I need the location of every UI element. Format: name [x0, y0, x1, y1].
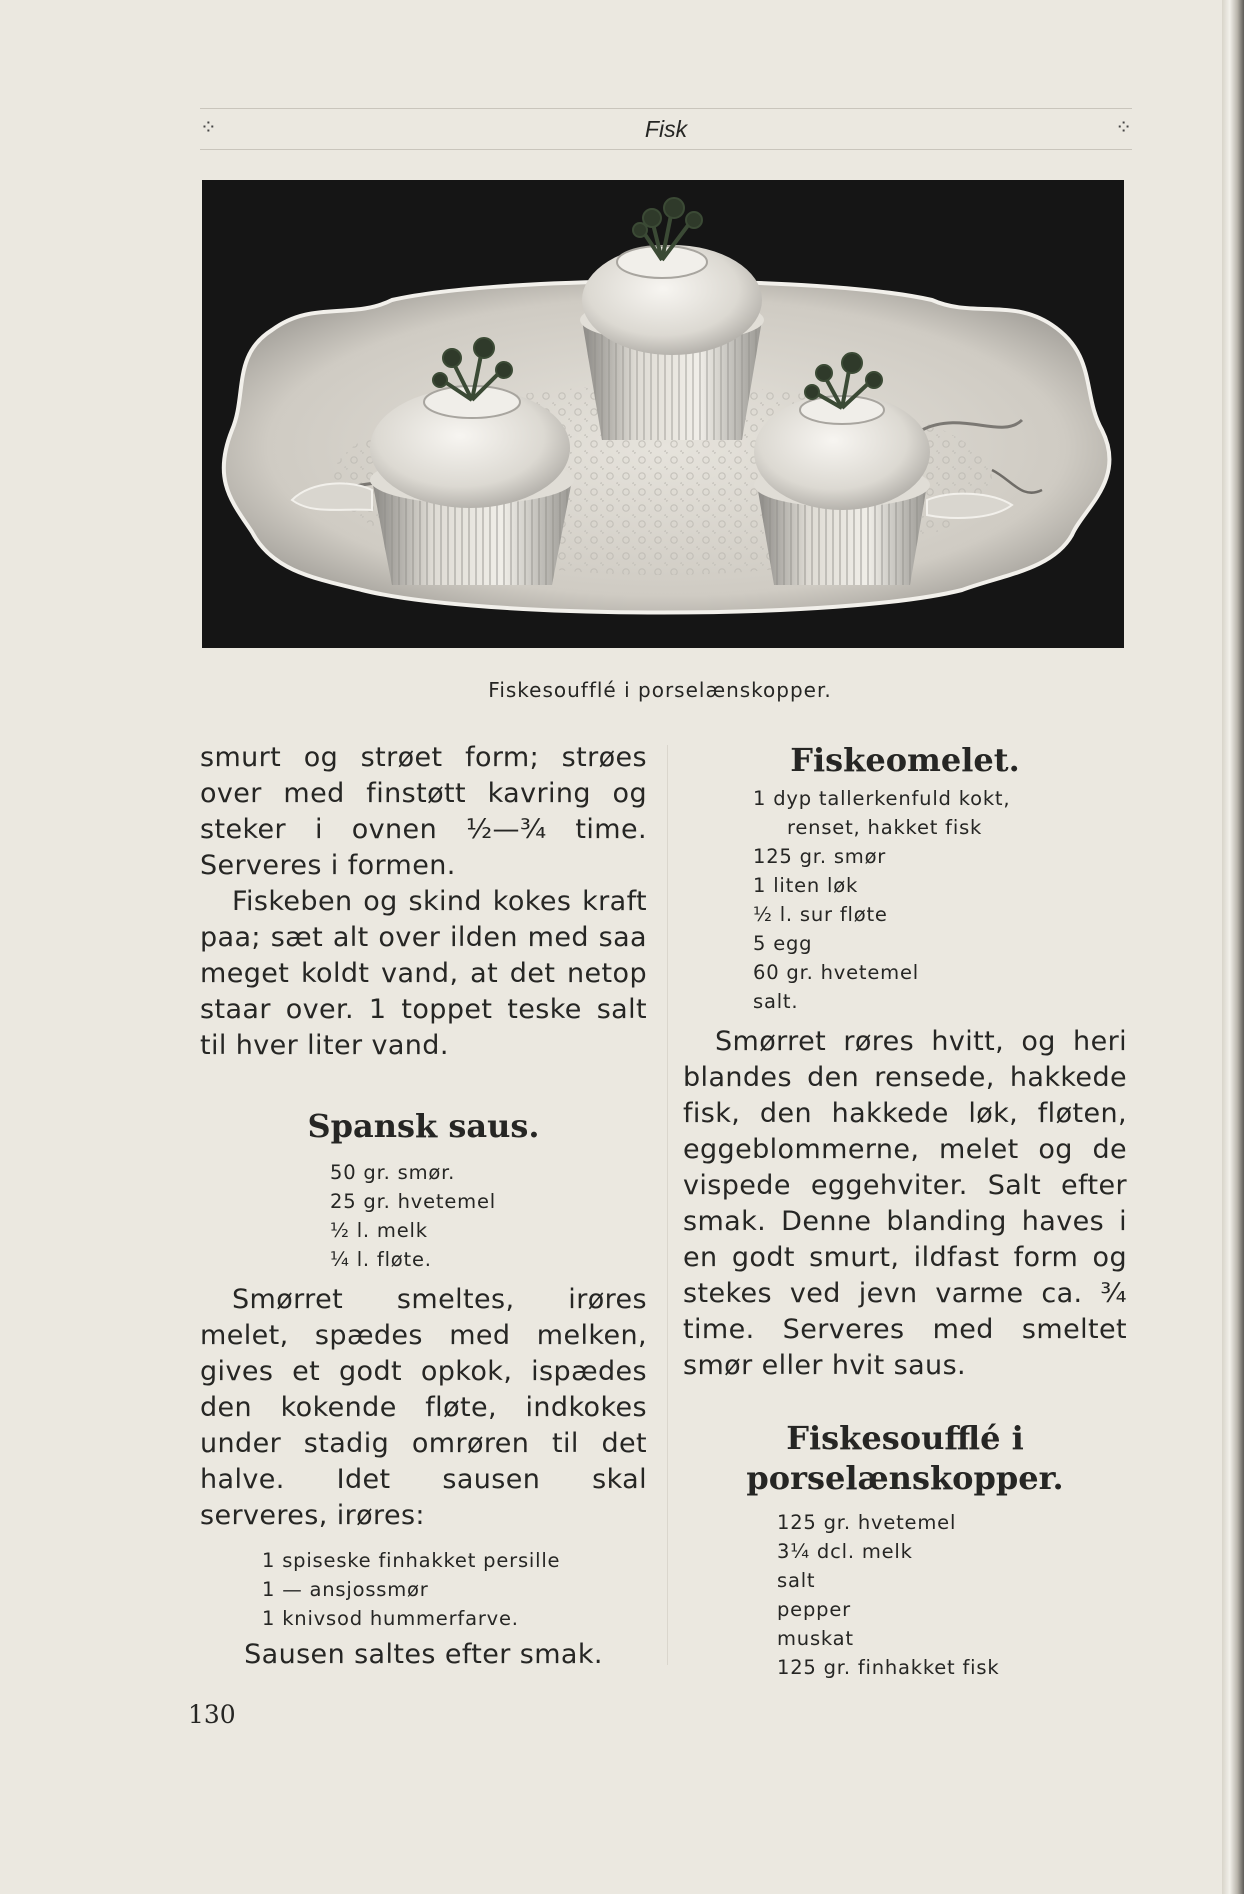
- recipe-heading-fiskesouffle: Fiskesoufflé i porselænskopper.: [746, 1419, 1064, 1497]
- recipe-heading-fiskeomelet: Fiskeomelet.: [790, 741, 1020, 779]
- ingredient-item: ½ l. sur fløte: [753, 903, 888, 926]
- left-column: [200, 740, 647, 1673]
- ingredient-list-garnish: [262, 1546, 647, 1633]
- method-spansk-saus: Smørret smeltes, irøres melet, spædes med melken, gives et godt opkok, ispædes den kokende fløte, indkokes under stadig omrøren til det halve. Idet sausen skal serveres, irøres:: [200, 1284, 647, 1531]
- ornament-left-icon: ⁘: [200, 115, 217, 139]
- photo-caption: Fiskesoufflé i porselænskopper.: [488, 678, 832, 702]
- ingredient-item: 1 knivsod hummerfarve.: [262, 1607, 519, 1630]
- back-cup: [580, 245, 764, 440]
- ingredient-item: 3¼ dcl. melk: [777, 1540, 913, 1563]
- ingredient-item: 60 gr. hvetemel: [753, 961, 919, 984]
- ingredient-item: 5 egg: [753, 932, 813, 955]
- method-fiskeomelet: Smørret røres hvitt, og heri blandes den rensede, hakkede fisk, den hakkede løk, fløten, eggeblommerne, melet og de vispede eggehviter. Salt efter smak. Denne blanding haves i en godt smurt, ildfast form og stekes ved jevn varme ca. ¾ time. Serveres med smeltet smør eller hvit saus.: [683, 1026, 1127, 1381]
- ingredient-item: 1 liten løk: [753, 874, 859, 897]
- paragraph-form: smurt og strøet form; strøes over med finstøtt kavring og steker i ovnen ½—¾ time. Serveres i formen.: [200, 742, 647, 881]
- ingredient-item: ¼ l. fløte.: [330, 1248, 432, 1271]
- ingredient-item: 25 gr. hvetemel: [330, 1190, 496, 1213]
- ingredient-list-fiskeomelet: [753, 784, 1127, 1016]
- ingredient-item: pepper: [777, 1598, 851, 1621]
- ornament-right-icon: ⁘: [1115, 115, 1132, 139]
- ingredient-item: muskat: [777, 1627, 854, 1650]
- ingredient-item: 125 gr. smør: [753, 845, 887, 868]
- right-column: [683, 740, 1127, 1682]
- ingredient-item: salt: [777, 1569, 816, 1592]
- ingredient-item: 1 dyp tallerkenfuld kokt,: [753, 787, 1011, 810]
- book-spine-edge: [1222, 0, 1244, 1894]
- recipe-heading-spansk-saus: Spansk saus.: [307, 1107, 540, 1145]
- ingredient-item: 1 — ansjossmør: [262, 1578, 429, 1601]
- ingredient-list-fiskesouffle: [777, 1508, 1127, 1682]
- page-number: 130: [188, 1700, 236, 1729]
- ingredient-list-spansk-saus: [330, 1158, 647, 1274]
- column-divider: [667, 745, 668, 1665]
- dish-photo: [202, 180, 1124, 648]
- paragraph-fish-stock: Fiskeben og skind kokes kraft paa; sæt alt over ilden med saa meget koldt vand, at det netop staar over. 1 toppet teske salt til hver liter vand.: [200, 886, 647, 1061]
- ingredient-item: 50 gr. smør.: [330, 1161, 456, 1184]
- closing-line: Sausen saltes efter smak.: [244, 1639, 603, 1670]
- ingredient-item-continued: renset, hakket fisk: [787, 816, 983, 839]
- ingredient-item: 125 gr. finhakket fisk: [777, 1656, 1000, 1679]
- ingredient-item: 125 gr. hvetemel: [777, 1511, 957, 1534]
- header-title: Fisk: [644, 116, 688, 142]
- running-header: [200, 108, 1132, 150]
- ingredient-item: 1 spiseske finhakket persille: [262, 1549, 561, 1572]
- ingredient-item: ½ l. melk: [330, 1219, 428, 1242]
- ingredient-item: salt.: [753, 990, 799, 1013]
